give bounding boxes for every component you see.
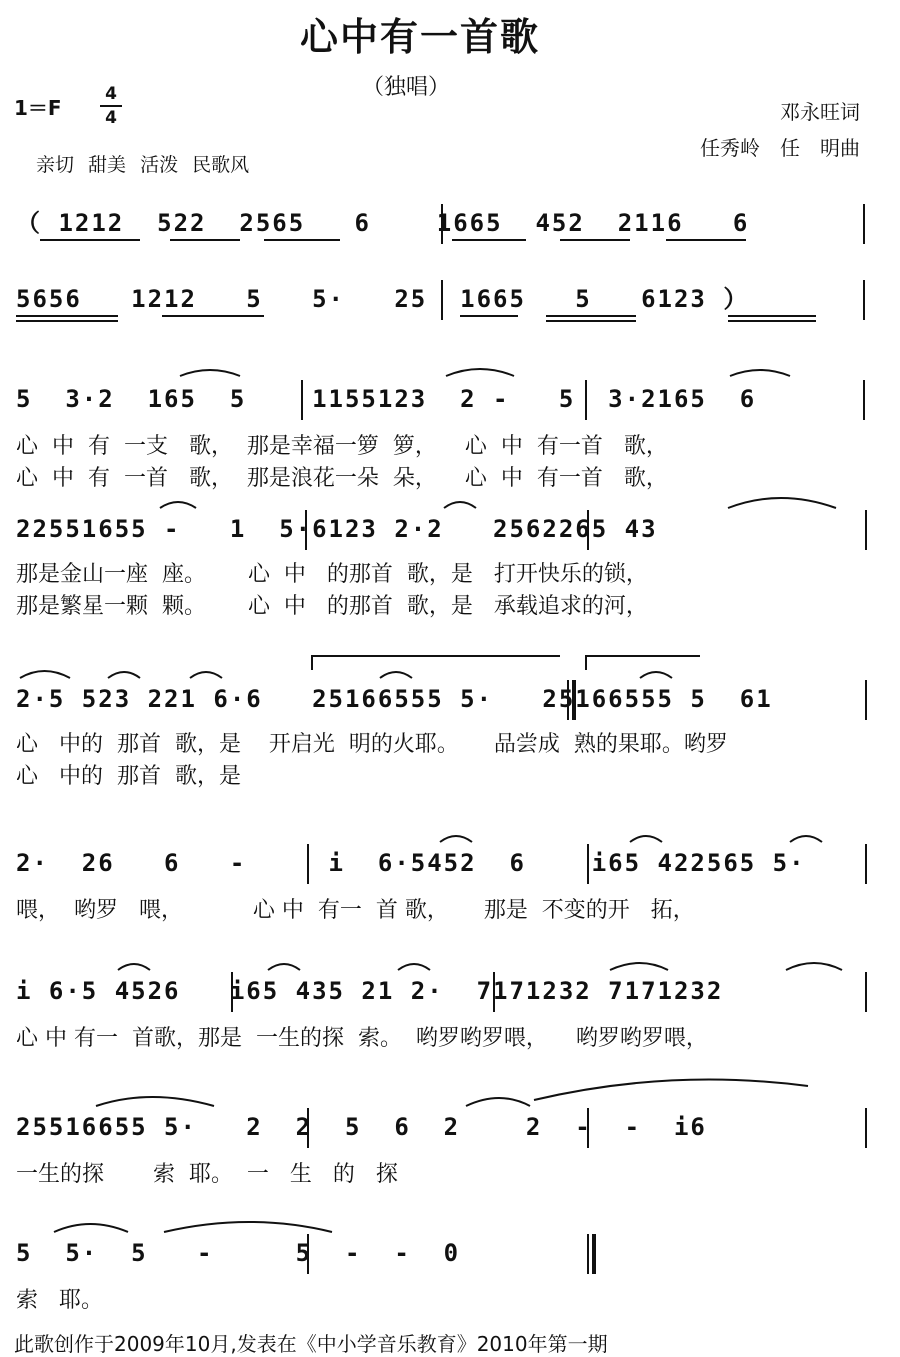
key-signature: 1＝F (14, 96, 62, 120)
notes-line: 25516655 5· 2 2 5 6 2 2 - - i6 (16, 1113, 707, 1141)
notes-line: 2· 26 6 - i 6·5452 6 i65 422565 5· (16, 849, 806, 877)
meter-numerator: 4 (105, 84, 117, 104)
lyric-verse-2: 心 中的 那首 歌，是 (16, 764, 241, 789)
notes-line: 5656 1212 5 5· 25 1665 5 6123 ） (16, 285, 750, 313)
song-title: 心中有一首歌 (299, 14, 540, 59)
lyric-verse-1: 喂， 哟罗 喂， 心 中 有一 首 歌， 那是 不变的开 拓， (16, 898, 695, 923)
lyric-verse-1: 心 中 有一 首歌，那是 一生的探 索。 哟罗哟罗喂， 哟罗哟罗喂， (16, 1026, 708, 1051)
lyric-verse-2: 那是繁星一颗 颗。 心 中 的那首 歌，是 承载追求的河， (16, 594, 648, 619)
lyric-verse-1: 一生的探 索 耶。 一 生 的 探 (16, 1162, 398, 1187)
meter-denominator: 4 (105, 108, 117, 128)
notes-line: 22551655 - 1 5·6123 2·2 2562265 43 (16, 515, 658, 543)
footnote: 此歌创作于2009年10月,发表在《中小学音乐教育》2010年第一期 (14, 1332, 608, 1356)
composer: 任秀岭 任 明曲 (700, 136, 860, 160)
performance-type: （独唱） (362, 75, 451, 100)
notes-line: 5 3·2 165 5 1155123 2 - 5 3·2165 6 (16, 385, 757, 413)
lyric-verse-2: 心 中 有 一首 歌， 那是浪花一朵 朵， 心 中 有一首 歌， (16, 466, 668, 491)
lyric-verse-1: 索 耶。 (16, 1288, 103, 1313)
notes-line: 2·5 523 221 6·6 25166555 5· 25166555 5 61 (16, 685, 773, 713)
lyric-verse-1: 那是金山一座 座。 心 中 的那首 歌，是 打开快乐的锁， (16, 562, 648, 587)
notes-line: （ 1212 522 2565 6 1665 452 2116 6 (16, 209, 750, 237)
notes-line: 5 5· 5 - 5 - - 0 (16, 1239, 461, 1267)
style-marking: 亲切 甜美 活泼 民歌风 (36, 154, 250, 176)
lyric-verse-1: 心 中的 那首 歌，是 开启光 明的火耶。 品尝成 熟的果耶。哟罗 (16, 732, 728, 757)
lyric-verse-1: 心 中 有 一支 歌， 那是幸福一箩 箩， 心 中 有一首 歌， (16, 434, 668, 459)
notes-line: i 6·5 4526 i65 435 21 2· 7171232 7171232 (16, 977, 724, 1005)
lyricist: 邓永旺词 (780, 100, 860, 124)
